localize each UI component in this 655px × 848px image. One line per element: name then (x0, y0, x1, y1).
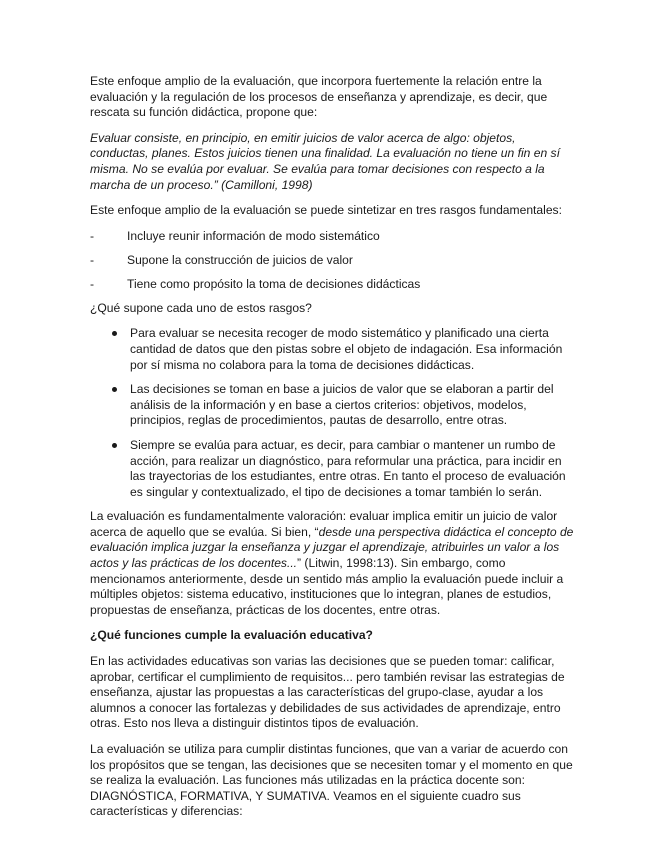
dash-marker: - (90, 276, 95, 291)
bullet-icon (112, 387, 117, 392)
list-item (90, 326, 576, 373)
synthesis-paragraph: Este enfoque amplio de la evaluación se puede sintetizar en tres rasgos fundamentales: (90, 203, 562, 218)
bullet-list (90, 326, 576, 500)
list-item-text: Siempre se evalúa para actuar, es decir, para cambiar o mantener un rumbo de acción, para realizar un diagnóstico, para reformular una práctica, para incidir en las trayectorias de los estudiantes, entre otras. En tanto el proceso de evaluación es singular y contextualizado, el tipo de decisiones a tomar también lo serán. (130, 437, 566, 499)
list-item (90, 229, 576, 245)
list-item (90, 277, 576, 293)
valoracion-text-b: ” (Litwin, 1998:13). Sin embargo, como mencionamos anteriormente, desde un sentido más amplio la evaluación puede incluir a múltiples objetos: sistema educativo, instituciones que lo integran, planes de estudios, propuestas de enseñanza, prácticas de los docentes, entre otras. (90, 556, 564, 617)
valoracion-text-a: La evaluación es fundamentalmente valoración: evaluar implica emitir un juicio de valor acerca de aquello que se evalúa. Si bien, “ (90, 509, 558, 539)
dash-marker: - (90, 228, 95, 243)
traits-list (90, 229, 576, 293)
list-item (90, 382, 576, 429)
list-item-text: Supone la construcción de juicios de valor (127, 252, 353, 267)
intro-paragraph: Este enfoque amplio de la evaluación, que incorpora fuertemente la relación entre la evaluación y la regulación de los procesos de enseñanza y aprendizaje, es decir, que rescata su función didáctica, propone que: (90, 74, 548, 120)
bullet-icon (112, 331, 117, 336)
dash-marker: - (90, 252, 95, 267)
funciones-paragraph: En las actividades educativas son varias las decisiones que se pueden tomar: calificar, aprobar, certificar el cumplimiento de requisitos... pero también revisar las estrategias de enseñanza, ajustar las propuestas a las características del grupo-clase, ayudar a los alumnos a conocer las fortalezas y debilidades de sus actividades de aprendizaje, entro otras. Esto nos lleva a distinguir distintos tipos de evaluación. (90, 654, 565, 731)
section-heading: ¿Qué funciones cumple la evaluación educativa? (90, 628, 373, 643)
litwin-quote: desde una perspectiva didáctica el concepto de evaluación implica juzgar la enseñanza y juzgar el aprendizaje, atribuirles un valor a los actos y las prácticas de los docentes... (90, 524, 574, 571)
list-item-text: Incluye reunir información de modo sistemático (127, 228, 380, 243)
question-paragraph: ¿Qué supone cada uno de estos rasgos? (90, 300, 312, 315)
document-page (90, 74, 576, 830)
list-item-text: Para evaluar se necesita recoger de modo sistemático y planificado una cierta cantidad de datos que den pistas sobre el objeto de indagación. Esa información por sí misma no colabora para la toma de decisiones didácticas. (130, 326, 563, 372)
list-item-text: Las decisiones se toman en base a juicios de valor que se elaboran a partir del análisis de la información y en base a ciertos criterios: objetivos, modelos, principios, reglas de procedimientos, pautas de desarrollo, entre otras. (130, 382, 554, 428)
camilloni-quote: Evaluar consiste, en principio, en emitir juicios de valor acerca de algo: objetos, conductas, planes. Estos juicios tienen una finalidad. La evaluación no tiene un fin en sí misma. No se evalúa por evaluar. Se evalúa para tomar decisiones con respecto a la marcha de un proceso.” (Camilloni, 1998) (90, 130, 560, 192)
bullet-icon (112, 443, 117, 448)
list-item-text: Tiene como propósito la toma de decisiones didácticas (127, 276, 421, 291)
valoracion-paragraph (90, 509, 576, 618)
list-item (90, 438, 576, 500)
tipos-paragraph: La evaluación se utiliza para cumplir distintas funciones, que van a variar de acuerdo con los propósitos que se tengan, las decisiones que se necesiten tomar y el momento en que se realiza la evaluación. Las funciones más utilizadas en la práctica docente son: DIAGNÓSTICA, FORMATIVA, Y SUMATIVA. Veamos en el siguiente cuadro sus características y diferencias: (90, 742, 573, 819)
list-item (90, 253, 576, 269)
